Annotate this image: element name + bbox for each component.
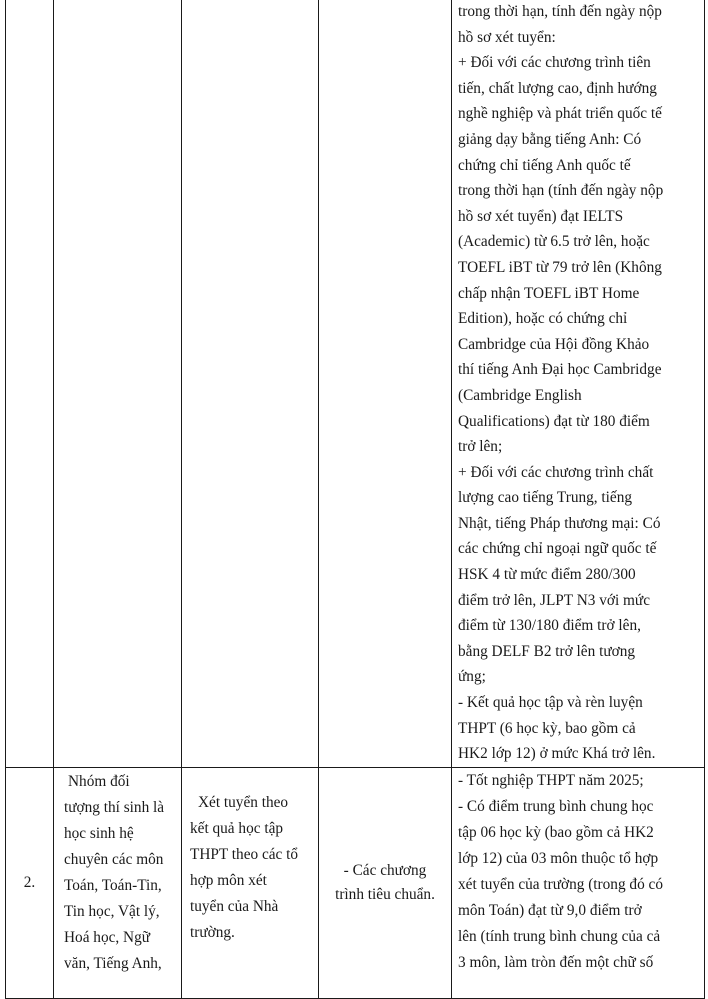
criteria-line: tập 06 học kỳ (bao gồm cả HK2 xyxy=(458,823,654,841)
admission-method-line: kết quả học tập xyxy=(190,819,284,837)
criteria-line: trong thời hạn, tính đến ngày nộp xyxy=(458,3,662,20)
criteria-line: lên (tính trung bình chung của cả xyxy=(458,927,661,945)
target-group-line: Toán, Toán-Tin, xyxy=(64,876,162,894)
criteria-cell xyxy=(452,0,705,767)
criteria-line: lớp 12) của 03 môn thuộc tổ hợp xyxy=(458,849,659,867)
table-row xyxy=(6,767,705,998)
criteria-line: Nhật, tiếng Pháp thương mại: Có xyxy=(458,514,661,532)
criteria-line: chấp nhận TOEFL iBT Home xyxy=(458,284,640,302)
admission-method-cell xyxy=(182,0,319,767)
criteria-line: điểm trở lên, JLPT N3 với mức xyxy=(458,591,651,609)
target-group-line: tượng thí sinh là xyxy=(64,798,165,816)
criteria-line: 3 môn, làm tròn đến một chữ số xyxy=(458,953,654,971)
admission-method-cell xyxy=(182,767,319,998)
row-number-cell xyxy=(6,0,54,767)
target-group-cell xyxy=(54,767,182,998)
criteria-line: môn Toán) đạt từ 9,0 điểm trở xyxy=(458,901,642,919)
criteria-line: (Cambridge English xyxy=(458,386,582,404)
target-group-line: học sinh hệ xyxy=(64,824,134,842)
criteria-line: THPT (6 học kỳ, bao gồm cả xyxy=(458,719,636,737)
criteria-line: - Tốt nghiệp THPT năm 2025; xyxy=(458,771,644,789)
target-group-line: Tin học, Vật lý, xyxy=(64,902,160,920)
criteria-line: + Đối với các chương trình chất xyxy=(458,463,654,481)
target-group-line: Nhóm đối xyxy=(68,772,130,790)
criteria-line: thí tiếng Anh Đại học Cambridge xyxy=(458,361,662,379)
criteria-line: Qualifications) đạt từ 180 điểm xyxy=(458,412,650,430)
program-line: trình tiêu chuẩn. xyxy=(335,885,435,903)
criteria-line: chứng chỉ tiếng Anh quốc tế xyxy=(458,156,631,174)
criteria-line: tiến, chất lượng cao, định hướng xyxy=(458,79,657,97)
criteria-line: TOEFL iBT từ 79 trở lên (Không xyxy=(458,258,662,276)
target-group-line: Hoá học, Ngữ xyxy=(64,928,151,946)
criteria-line: - Có điểm trung bình chung học xyxy=(458,797,654,815)
row-number-cell: 2. xyxy=(6,767,54,998)
criteria-line: xét tuyển của trường (trong đó có xyxy=(458,875,663,893)
criteria-line: nghề nghiệp và phát triển quốc tế xyxy=(458,105,662,123)
criteria-line: Edition), hoặc có chứng chỉ xyxy=(458,310,628,328)
criteria-line: trong thời hạn (tính đến ngày nộp xyxy=(458,182,664,200)
admission-method-line: trường. xyxy=(190,923,235,941)
criteria-line: lượng cao tiếng Trung, tiếng xyxy=(458,489,633,507)
admission-method-line: THPT theo các tổ xyxy=(190,845,299,863)
target-group-line: văn, Tiếng Anh, xyxy=(64,954,162,972)
criteria-line: Cambridge của Hội đồng Khảo xyxy=(458,335,650,353)
criteria-line: bằng DELF B2 trở lên tương xyxy=(458,642,635,660)
criteria-line: điểm từ 130/180 điểm trở lên, xyxy=(458,617,641,635)
criteria-line: trở lên; xyxy=(458,438,503,456)
admission-method-line: Xét tuyển theo xyxy=(198,793,289,811)
criteria-line: - Kết quả học tập và rèn luyện xyxy=(458,694,643,712)
criteria-line: giảng dạy bằng tiếng Anh: Có xyxy=(458,130,642,148)
criteria-line: (Academic) từ 6.5 trở lên, hoặc xyxy=(458,233,650,251)
program-cell xyxy=(319,767,452,998)
criteria-line: ứng; xyxy=(458,668,486,686)
program-cell xyxy=(319,0,452,767)
criteria-line: HSK 4 từ mức điểm 280/300 xyxy=(458,566,636,584)
target-group-cell xyxy=(54,0,182,767)
criteria-line: các chứng chỉ ngoại ngữ quốc tế xyxy=(458,540,657,558)
program-line: - Các chương xyxy=(343,861,427,879)
target-group-line: chuyên các môn xyxy=(64,850,164,868)
admission-criteria-table xyxy=(5,0,705,999)
criteria-line: hồ sơ xét tuyển) đạt IELTS xyxy=(458,207,624,225)
criteria-line: HK2 lớp 12) ở mức Khá trở lên. xyxy=(458,745,656,763)
admission-method-line: tuyển của Nhà xyxy=(190,897,279,915)
criteria-line: hồ sơ xét tuyển: xyxy=(458,28,556,46)
table-row xyxy=(6,0,705,767)
admission-method-line: hợp môn xét xyxy=(190,871,267,889)
criteria-cell xyxy=(452,767,705,998)
criteria-line: + Đối với các chương trình tiên xyxy=(458,54,651,72)
